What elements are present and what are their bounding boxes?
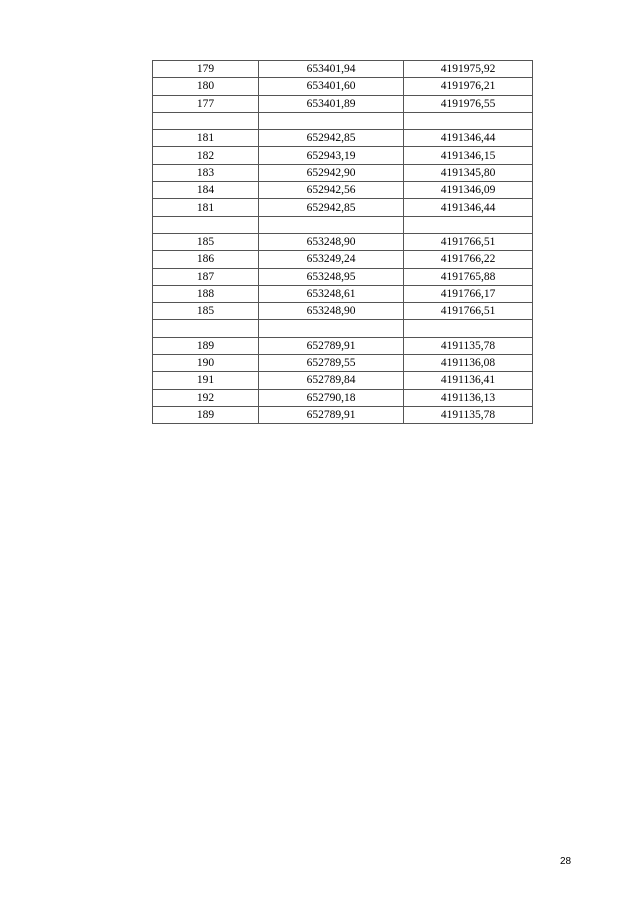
y-coordinate-cell: 4191135,78 — [404, 337, 533, 354]
point-number-cell: 179 — [153, 61, 259, 78]
x-coordinate-cell: 652789,55 — [259, 355, 404, 372]
x-coordinate-cell: 653401,89 — [259, 95, 404, 112]
y-coordinate-cell: 4191975,92 — [404, 61, 533, 78]
y-coordinate-cell — [404, 320, 533, 337]
table-row — [153, 337, 533, 354]
point-number-cell — [153, 216, 259, 233]
y-coordinate-cell: 4191766,51 — [404, 303, 533, 320]
table-row — [153, 164, 533, 181]
point-number-cell: 177 — [153, 95, 259, 112]
y-coordinate-cell: 4191976,21 — [404, 78, 533, 95]
point-number-cell: 186 — [153, 251, 259, 268]
x-coordinate-cell: 653249,24 — [259, 251, 404, 268]
table-row — [153, 406, 533, 423]
table-row — [153, 372, 533, 389]
x-coordinate-cell: 652789,91 — [259, 337, 404, 354]
page-number: 28 — [560, 856, 572, 867]
y-coordinate-cell: 4191346,44 — [404, 130, 533, 147]
x-coordinate-cell: 653248,95 — [259, 268, 404, 285]
table-row — [153, 78, 533, 95]
point-number-cell: 181 — [153, 130, 259, 147]
table-row — [153, 285, 533, 302]
x-coordinate-cell: 652943,19 — [259, 147, 404, 164]
point-number-cell: 184 — [153, 182, 259, 199]
point-number-cell: 188 — [153, 285, 259, 302]
table-row — [153, 199, 533, 216]
y-coordinate-cell: 4191136,13 — [404, 389, 533, 406]
x-coordinate-cell: 652942,90 — [259, 164, 404, 181]
y-coordinate-cell: 4191766,17 — [404, 285, 533, 302]
point-number-cell: 189 — [153, 406, 259, 423]
x-coordinate-cell: 652789,91 — [259, 406, 404, 423]
y-coordinate-cell: 4191136,41 — [404, 372, 533, 389]
table-row — [153, 216, 533, 233]
y-coordinate-cell: 4191136,08 — [404, 355, 533, 372]
x-coordinate-cell — [259, 216, 404, 233]
x-coordinate-cell: 652942,85 — [259, 199, 404, 216]
y-coordinate-cell — [404, 216, 533, 233]
point-number-cell: 185 — [153, 233, 259, 250]
y-coordinate-cell: 4191135,78 — [404, 406, 533, 423]
table-row — [153, 112, 533, 129]
x-coordinate-cell: 652790,18 — [259, 389, 404, 406]
point-number-cell: 185 — [153, 303, 259, 320]
x-coordinate-cell: 653248,61 — [259, 285, 404, 302]
table-row — [153, 303, 533, 320]
coordinates-table-body — [153, 61, 533, 424]
y-coordinate-cell: 4191765,88 — [404, 268, 533, 285]
point-number-cell — [153, 320, 259, 337]
table-row — [153, 320, 533, 337]
x-coordinate-cell: 653248,90 — [259, 233, 404, 250]
table-row — [153, 355, 533, 372]
point-number-cell: 192 — [153, 389, 259, 406]
y-coordinate-cell — [404, 112, 533, 129]
point-number-cell: 183 — [153, 164, 259, 181]
table-row — [153, 389, 533, 406]
table-row — [153, 147, 533, 164]
x-coordinate-cell — [259, 112, 404, 129]
y-coordinate-cell: 4191766,22 — [404, 251, 533, 268]
y-coordinate-cell: 4191346,44 — [404, 199, 533, 216]
point-number-cell: 180 — [153, 78, 259, 95]
y-coordinate-cell: 4191976,55 — [404, 95, 533, 112]
point-number-cell — [153, 112, 259, 129]
point-number-cell: 191 — [153, 372, 259, 389]
x-coordinate-cell — [259, 320, 404, 337]
table-row — [153, 130, 533, 147]
table-row — [153, 61, 533, 78]
x-coordinate-cell: 653248,90 — [259, 303, 404, 320]
y-coordinate-cell: 4191346,15 — [404, 147, 533, 164]
y-coordinate-cell: 4191346,09 — [404, 182, 533, 199]
point-number-cell: 190 — [153, 355, 259, 372]
y-coordinate-cell: 4191345,80 — [404, 164, 533, 181]
table-row — [153, 268, 533, 285]
x-coordinate-cell: 653401,60 — [259, 78, 404, 95]
table-row — [153, 182, 533, 199]
point-number-cell: 189 — [153, 337, 259, 354]
coordinates-table — [152, 60, 533, 424]
y-coordinate-cell: 4191766,51 — [404, 233, 533, 250]
x-coordinate-cell: 653401,94 — [259, 61, 404, 78]
point-number-cell: 181 — [153, 199, 259, 216]
x-coordinate-cell: 652789,84 — [259, 372, 404, 389]
point-number-cell: 182 — [153, 147, 259, 164]
table-row — [153, 95, 533, 112]
table-row — [153, 233, 533, 250]
point-number-cell: 187 — [153, 268, 259, 285]
x-coordinate-cell: 652942,85 — [259, 130, 404, 147]
table-row — [153, 251, 533, 268]
x-coordinate-cell: 652942,56 — [259, 182, 404, 199]
